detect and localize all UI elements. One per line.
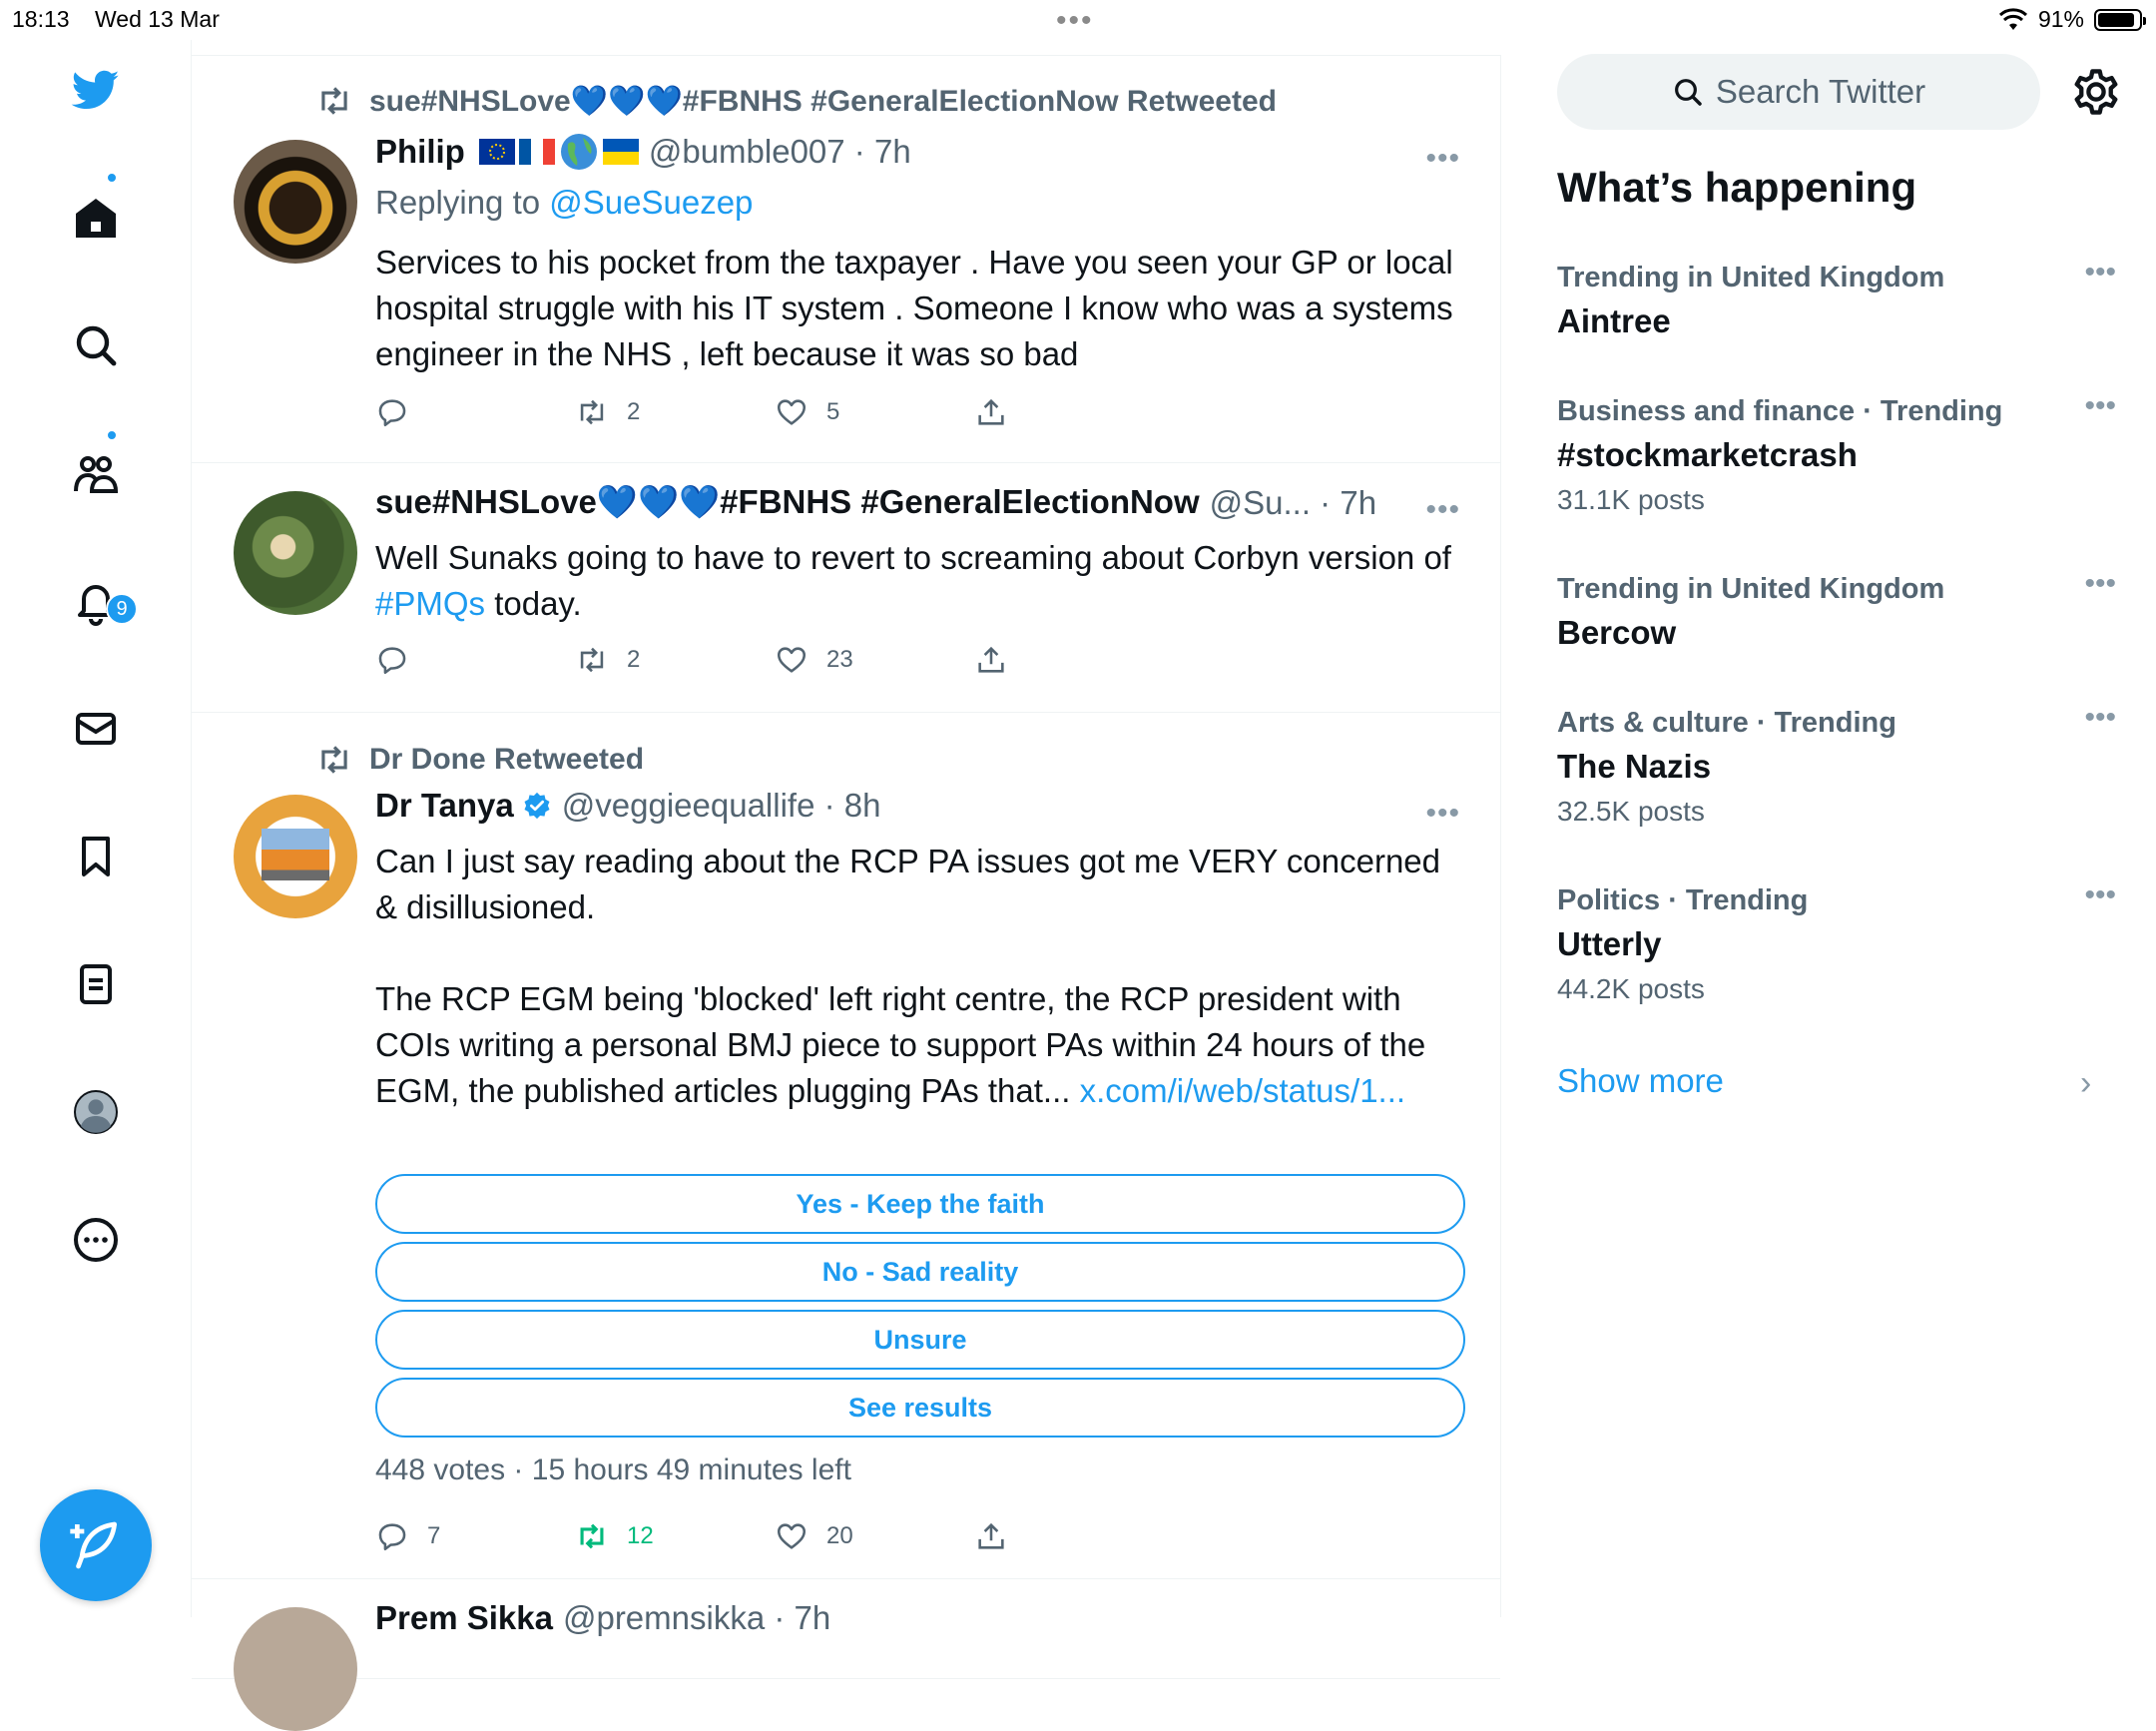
wifi-icon bbox=[1998, 8, 2028, 32]
reply-button[interactable] bbox=[375, 643, 575, 677]
reply-button[interactable] bbox=[375, 1519, 575, 1553]
tweet-text: Services to his pocket from the taxpayer . Have you seen your GP or local hospital struggle with his IT system . Someone I know who was a systems engineer in the NHS , left because it was so bad bbox=[375, 244, 1453, 372]
reply-icon bbox=[375, 395, 409, 429]
battery-icon bbox=[2094, 9, 2142, 31]
tweet-actions bbox=[375, 395, 1034, 429]
reply-count: 7 bbox=[427, 1522, 441, 1549]
tweet-more-icon[interactable]: ••• bbox=[1425, 493, 1460, 526]
trend-name: The Nazis bbox=[1557, 748, 1712, 785]
trend-name: Bercow bbox=[1557, 614, 1677, 651]
heart-icon bbox=[775, 395, 808, 429]
retweet-context bbox=[315, 82, 1277, 120]
tweet-paragraph: Can I just say reading about the RCP PA issues got me VERY concerned & disillusioned. bbox=[375, 843, 1441, 925]
ukraine-flag-icon bbox=[603, 139, 639, 165]
trend-context: Politics · Trending bbox=[1557, 884, 1809, 916]
multitasking-dots-icon[interactable]: ••• bbox=[1056, 4, 1094, 37]
france-flag-icon bbox=[519, 139, 555, 165]
status-time: 18:13 bbox=[12, 6, 70, 32]
like-count: 23 bbox=[826, 646, 853, 673]
tweet-actions bbox=[375, 1519, 1034, 1553]
retweet-context bbox=[315, 741, 644, 779]
share-icon bbox=[974, 1519, 1008, 1553]
tweet[interactable] bbox=[192, 463, 1500, 713]
share-button[interactable] bbox=[974, 395, 1034, 429]
replying-to-handle[interactable]: @SueSuezep bbox=[549, 184, 754, 221]
author-name[interactable]: sue#NHSLove💙💙💙#FBNHS #GeneralElectionNow bbox=[375, 483, 1200, 520]
tweet-text bbox=[375, 839, 1463, 1114]
trend-name: Utterly bbox=[1557, 925, 1662, 962]
hashtag-link[interactable]: #PMQs bbox=[375, 585, 486, 622]
status-right bbox=[1998, 6, 2142, 33]
share-icon bbox=[974, 395, 1008, 429]
retweet-button[interactable] bbox=[575, 1519, 775, 1553]
like-button[interactable] bbox=[775, 643, 974, 677]
replying-prefix: Replying to bbox=[375, 184, 550, 221]
retweet-icon bbox=[575, 1519, 609, 1553]
retweet-icon bbox=[315, 82, 353, 120]
tweet[interactable] bbox=[192, 713, 1500, 1579]
tweet-actions bbox=[375, 643, 1034, 677]
retweeted-by-label: sue#NHSLove💙💙💙#FBNHS #GeneralElectionNow Retweeted bbox=[369, 84, 1277, 118]
trend-name: #stockmarketcrash bbox=[1557, 436, 1858, 473]
tweet-header bbox=[375, 1599, 830, 1637]
retweet-count: 2 bbox=[627, 398, 641, 425]
author-handle[interactable]: @veggieequallife · 8h bbox=[561, 787, 881, 824]
share-button[interactable] bbox=[974, 643, 1034, 677]
right-sidebar bbox=[1501, 40, 2156, 1617]
timeline bbox=[192, 55, 1501, 1636]
trend-item[interactable] bbox=[1557, 701, 2116, 828]
share-icon bbox=[974, 643, 1008, 677]
chevron-right-icon: › bbox=[2080, 1064, 2092, 1102]
avatar[interactable] bbox=[234, 795, 357, 918]
tweet-text-part: Well Sunaks going to have to revert to screaming about Corbyn version of bbox=[375, 539, 1451, 576]
heart-icon bbox=[775, 1519, 808, 1553]
tweet-header bbox=[375, 787, 881, 825]
heart-icon bbox=[775, 643, 808, 677]
author-name[interactable]: Prem Sikka bbox=[375, 1599, 553, 1636]
tweet-text-part: today. bbox=[485, 585, 582, 622]
replying-to bbox=[375, 184, 753, 222]
status-date: Wed 13 Mar bbox=[95, 6, 220, 32]
lists-icon[interactable] bbox=[70, 958, 122, 1010]
reply-icon bbox=[375, 1519, 409, 1553]
communities-unread-dot bbox=[106, 429, 118, 441]
trend-item[interactable] bbox=[1557, 389, 2116, 516]
name-flags bbox=[479, 132, 639, 172]
author-handle[interactable]: @Su... · 7h bbox=[1209, 483, 1377, 521]
reply-button[interactable] bbox=[375, 395, 575, 429]
tweet-header bbox=[375, 132, 911, 172]
search-placeholder: Search Twitter bbox=[1715, 73, 1926, 110]
retweet-icon bbox=[315, 741, 353, 779]
tweet-more-icon[interactable]: ••• bbox=[1425, 142, 1460, 175]
tweet-text-part: The RCP EGM being 'blocked' left right centre, the RCP president with COIs writing a personal BMJ piece to support PAs within 24 hours of the EGM, the published articles plugging PAs that... bbox=[375, 980, 1426, 1109]
tweet[interactable] bbox=[192, 1579, 1500, 1679]
search-icon[interactable] bbox=[70, 319, 122, 371]
retweet-icon bbox=[575, 643, 609, 677]
home-icon[interactable] bbox=[70, 192, 122, 244]
trend-name: Aintree bbox=[1557, 302, 1671, 339]
retweeted-by-label: Dr Done Retweeted bbox=[369, 743, 645, 776]
author-handle[interactable]: @premnsikka · 7h bbox=[562, 1599, 831, 1636]
tweet[interactable] bbox=[192, 56, 1500, 463]
trend-context: Business and finance · Trending bbox=[1557, 395, 2003, 427]
status-bar bbox=[0, 0, 2156, 40]
poll-option-no[interactable]: No - Sad reality bbox=[375, 1242, 1465, 1302]
retweet-icon bbox=[575, 395, 609, 429]
author-name[interactable]: Philip bbox=[375, 133, 465, 170]
trend-more-icon[interactable]: ••• bbox=[2084, 256, 2116, 288]
trend-more-icon[interactable]: ••• bbox=[2084, 701, 2116, 734]
like-count: 5 bbox=[826, 398, 840, 425]
tweet-link[interactable]: x.com/i/web/status/1... bbox=[1079, 1072, 1406, 1109]
search-input[interactable] bbox=[1557, 54, 2040, 130]
like-button[interactable] bbox=[775, 395, 974, 429]
like-count: 20 bbox=[826, 1522, 853, 1549]
trend-context: Arts & culture · Trending bbox=[1557, 707, 1896, 739]
profile-avatar-icon[interactable] bbox=[70, 1086, 122, 1138]
trend-post-count: 31.1K posts bbox=[1557, 484, 1705, 515]
tweet-more-icon[interactable]: ••• bbox=[1425, 797, 1460, 830]
reply-icon bbox=[375, 643, 409, 677]
left-navigation bbox=[0, 40, 192, 1617]
compose-feather-icon bbox=[68, 1517, 124, 1573]
retweet-count: 2 bbox=[627, 646, 641, 673]
notifications-badge: 9 bbox=[106, 593, 138, 625]
avatar[interactable] bbox=[234, 1607, 357, 1731]
poll-meta: 448 votes · 15 hours 49 minutes left bbox=[375, 1453, 851, 1486]
tweet-text bbox=[375, 535, 1463, 627]
whats-happening-title: What’s happening bbox=[1557, 164, 1917, 211]
author-handle[interactable]: @bumble007 · 7h bbox=[648, 133, 911, 170]
poll-option-unsure[interactable]: Unsure bbox=[375, 1310, 1465, 1370]
share-button[interactable] bbox=[974, 1519, 1034, 1553]
author-name[interactable]: Dr Tanya bbox=[375, 787, 514, 824]
tweet-header bbox=[375, 483, 1376, 522]
tweet-paragraph bbox=[375, 976, 1463, 1114]
verified-badge-icon bbox=[522, 791, 552, 821]
more-options-icon[interactable] bbox=[70, 1214, 122, 1266]
trend-more-icon[interactable]: ••• bbox=[2084, 878, 2116, 911]
trend-item[interactable] bbox=[1557, 567, 2116, 652]
twitter-logo-icon[interactable] bbox=[70, 64, 122, 116]
avatar[interactable] bbox=[234, 140, 357, 264]
trend-post-count: 32.5K posts bbox=[1557, 796, 1705, 827]
settings-gear-icon[interactable] bbox=[2070, 66, 2122, 118]
bookmark-icon[interactable] bbox=[70, 831, 122, 882]
poll-see-results-button[interactable]: See results bbox=[375, 1378, 1465, 1438]
show-more-link[interactable]: Show more bbox=[1557, 1062, 1724, 1099]
home-unread-dot bbox=[106, 172, 118, 184]
messages-envelope-icon[interactable] bbox=[70, 703, 122, 755]
battery-percent: 91% bbox=[2037, 6, 2084, 32]
trend-item[interactable] bbox=[1557, 256, 2116, 340]
avatar[interactable] bbox=[234, 491, 357, 615]
search-icon bbox=[1672, 76, 1704, 108]
trend-context: Trending in United Kingdom bbox=[1557, 573, 1945, 605]
like-button[interactable] bbox=[775, 1519, 974, 1553]
trend-context: Trending in United Kingdom bbox=[1557, 262, 1945, 293]
globe-icon bbox=[559, 132, 599, 172]
trend-item[interactable] bbox=[1557, 878, 2116, 1005]
retweet-button[interactable] bbox=[575, 643, 775, 677]
retweet-count: 12 bbox=[627, 1522, 654, 1549]
trend-more-icon[interactable]: ••• bbox=[2084, 389, 2116, 422]
retweet-button[interactable] bbox=[575, 395, 775, 429]
compose-tweet-button[interactable] bbox=[40, 1489, 152, 1601]
trend-post-count: 44.2K posts bbox=[1557, 973, 1705, 1004]
eu-flag-icon bbox=[479, 139, 515, 165]
trend-more-icon[interactable]: ••• bbox=[2084, 567, 2116, 600]
poll-option-yes[interactable]: Yes - Keep the faith bbox=[375, 1174, 1465, 1234]
communities-icon[interactable] bbox=[70, 447, 122, 499]
